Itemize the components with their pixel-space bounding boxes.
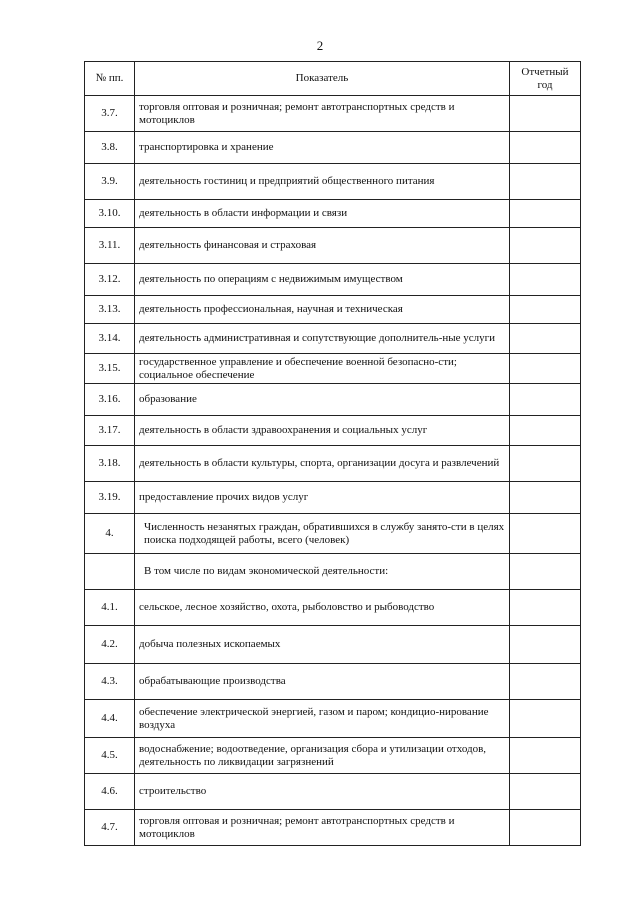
table-row	[85, 384, 581, 416]
row-year-value	[510, 626, 581, 664]
row-indicator: деятельность гостиниц и предприятий общественного питания	[135, 164, 510, 200]
row-indicator: деятельность административная и сопутствующие дополнитель-ные услуги	[135, 324, 510, 354]
row-year-value	[510, 228, 581, 264]
indicators-table	[84, 61, 581, 846]
row-year-value	[510, 200, 581, 228]
row-indicator: деятельность финансовая и страховая	[135, 228, 510, 264]
row-number: 4.4.	[85, 700, 135, 738]
row-year-value	[510, 384, 581, 416]
row-number: 4.	[85, 514, 135, 554]
row-number: 3.12.	[85, 264, 135, 296]
row-year-value	[510, 164, 581, 200]
row-indicator: предоставление прочих видов услуг	[135, 482, 510, 514]
row-indicator: деятельность профессиональная, научная и техническая	[135, 296, 510, 324]
row-number: 3.18.	[85, 446, 135, 482]
table-row	[85, 590, 581, 626]
row-indicator: государственное управление и обеспечение военной безопасно-сти; социальное обеспечение	[135, 354, 510, 384]
row-indicator: строительство	[135, 774, 510, 810]
table-row	[85, 354, 581, 384]
row-year-value	[510, 554, 581, 590]
row-year-value	[510, 96, 581, 132]
row-number: 4.3.	[85, 664, 135, 700]
row-number: 3.9.	[85, 164, 135, 200]
row-year-value	[510, 324, 581, 354]
row-year-value	[510, 354, 581, 384]
table-row	[85, 296, 581, 324]
row-indicator: Численность незанятых граждан, обратившихся в службу занято-сти в целях поиска подходящей работы, всего (человек)	[135, 514, 510, 554]
table-row	[85, 228, 581, 264]
row-year-value	[510, 446, 581, 482]
row-number: 3.19.	[85, 482, 135, 514]
row-indicator: обрабатывающие производства	[135, 664, 510, 700]
table-row	[85, 132, 581, 164]
row-number: 4.6.	[85, 774, 135, 810]
table-row	[85, 200, 581, 228]
row-year-value	[510, 700, 581, 738]
table-row	[85, 482, 581, 514]
row-number: 3.10.	[85, 200, 135, 228]
header-number: № пп.	[85, 62, 135, 96]
row-number	[85, 554, 135, 590]
row-year-value	[510, 132, 581, 164]
row-year-value	[510, 482, 581, 514]
row-year-value	[510, 514, 581, 554]
row-year-value	[510, 664, 581, 700]
table-row	[85, 738, 581, 774]
row-number: 3.11.	[85, 228, 135, 264]
row-year-value	[510, 416, 581, 446]
row-indicator: торговля оптовая и розничная; ремонт автотранспортных средств и мотоциклов	[135, 810, 510, 846]
header-indicator: Показатель	[135, 62, 510, 96]
row-indicator: обеспечение электрической энергией, газом и паром; кондицио-нирование воздуха	[135, 700, 510, 738]
page-number: 2	[316, 38, 324, 53]
table-row	[85, 96, 581, 132]
row-indicator: водоснабжение; водоотведение, организация сбора и утилизации отходов, деятельность по ликвидации загрязнений	[135, 738, 510, 774]
header-reporting-year: Отчетный год	[510, 62, 581, 96]
table-row	[85, 164, 581, 200]
row-number: 4.1.	[85, 590, 135, 626]
row-number: 4.5.	[85, 738, 135, 774]
table-row	[85, 664, 581, 700]
row-indicator: деятельность по операциям с недвижимым имуществом	[135, 264, 510, 296]
row-number: 4.7.	[85, 810, 135, 846]
row-number: 4.2.	[85, 626, 135, 664]
row-year-value	[510, 296, 581, 324]
row-indicator: добыча полезных ископаемых	[135, 626, 510, 664]
row-indicator: деятельность в области информации и связи	[135, 200, 510, 228]
row-indicator: торговля оптовая и розничная; ремонт автотранспортных средств и мотоциклов	[135, 96, 510, 132]
row-year-value	[510, 738, 581, 774]
row-number: 3.15.	[85, 354, 135, 384]
table-row	[85, 626, 581, 664]
row-year-value	[510, 590, 581, 626]
row-indicator: образование	[135, 384, 510, 416]
row-number: 3.13.	[85, 296, 135, 324]
row-number: 3.17.	[85, 416, 135, 446]
row-year-value	[510, 810, 581, 846]
table-row	[85, 700, 581, 738]
row-indicator: сельское, лесное хозяйство, охота, рыболовство и рыбоводство	[135, 590, 510, 626]
row-indicator: транспортировка и хранение	[135, 132, 510, 164]
table-row	[85, 554, 581, 590]
row-number: 3.8.	[85, 132, 135, 164]
row-indicator: В том числе по видам экономической деятельности:	[135, 554, 510, 590]
table-row	[85, 264, 581, 296]
row-year-value	[510, 774, 581, 810]
table-row	[85, 810, 581, 846]
table-row	[85, 514, 581, 554]
table-row	[85, 324, 581, 354]
row-number: 3.16.	[85, 384, 135, 416]
row-indicator: деятельность в области здравоохранения и социальных услуг	[135, 416, 510, 446]
row-indicator: деятельность в области культуры, спорта, организации досуга и развлечений	[135, 446, 510, 482]
table-row	[85, 416, 581, 446]
row-number: 3.7.	[85, 96, 135, 132]
table-row	[85, 446, 581, 482]
row-number: 3.14.	[85, 324, 135, 354]
row-year-value	[510, 264, 581, 296]
table-header-row	[85, 62, 581, 96]
table-row	[85, 774, 581, 810]
